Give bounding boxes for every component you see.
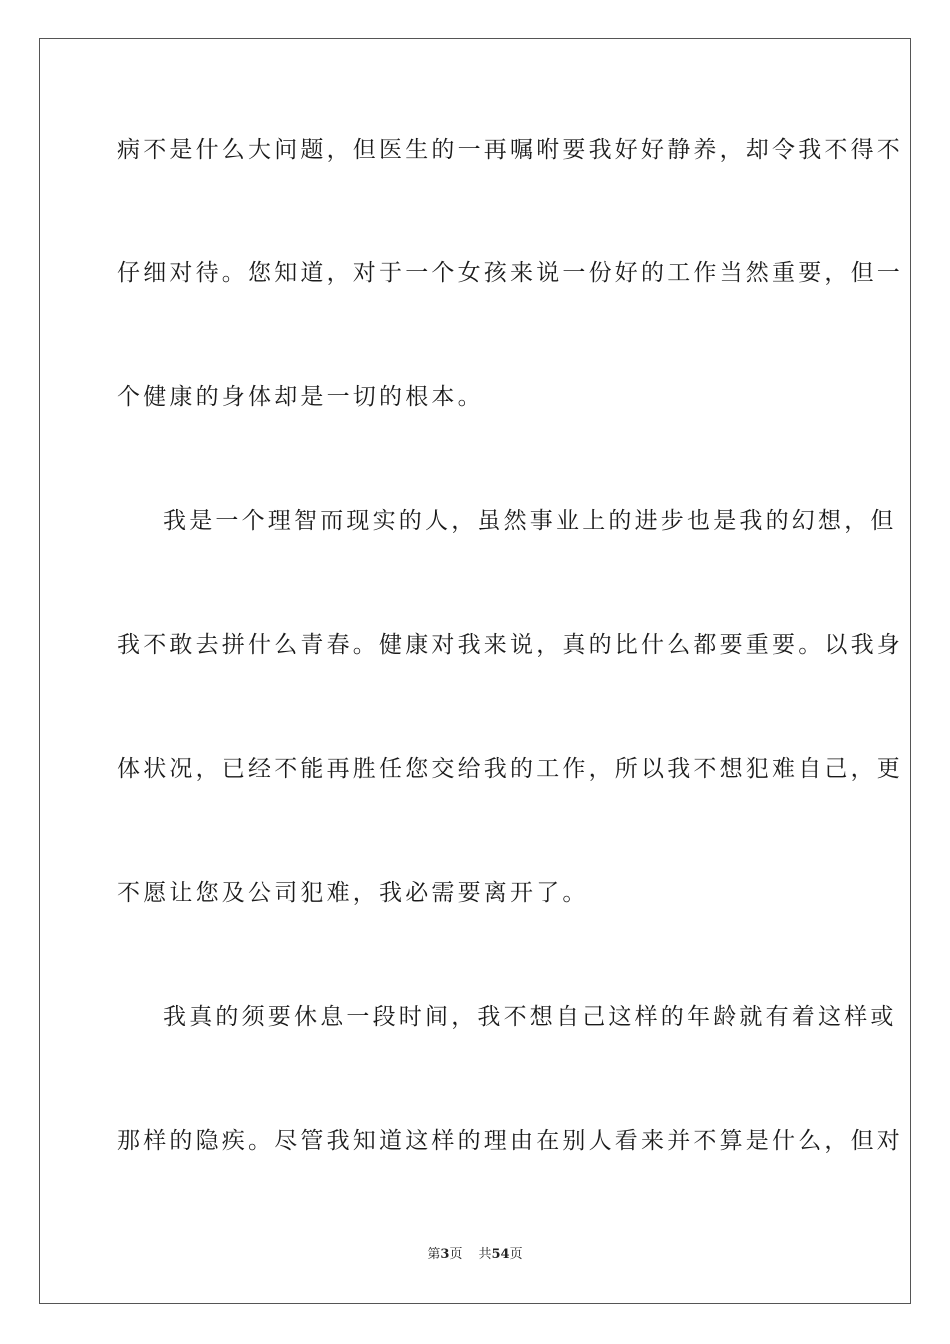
body-text-line: 不愿让您及公司犯难，我必需要离开了。 xyxy=(117,880,589,906)
total-pages-label: 共54页 xyxy=(478,1247,523,1262)
page-number-label: 第3页 xyxy=(427,1247,463,1262)
paragraph-start-line: 我真的须要休息一段时间，我不想自己这样的年龄就有着这样或 xyxy=(163,1004,897,1030)
paragraph-start-line: 我是一个理智而现实的人，虽然事业上的进步也是我的幻想，但 xyxy=(163,508,897,534)
page-footer xyxy=(0,1246,950,1264)
body-text-line: 那样的隐疾。尽管我知道这样的理由在别人看来并不算是什么，但对 xyxy=(117,1128,903,1154)
body-text-line: 我不敢去拼什么青春。健康对我来说，真的比什么都要重要。以我身 xyxy=(117,632,903,658)
page-frame xyxy=(39,38,911,1304)
body-text-line: 个健康的身体却是一切的根本。 xyxy=(117,384,484,410)
body-text-line: 病不是什么大问题，但医生的一再嘱咐要我好好静养，却令我不得不 xyxy=(117,137,903,163)
body-text-line: 体状况，已经不能再胜任您交给我的工作，所以我不想犯难自己，更 xyxy=(117,756,903,782)
body-text-line: 仔细对待。您知道，对于一个女孩来说一份好的工作当然重要，但一 xyxy=(117,260,903,286)
